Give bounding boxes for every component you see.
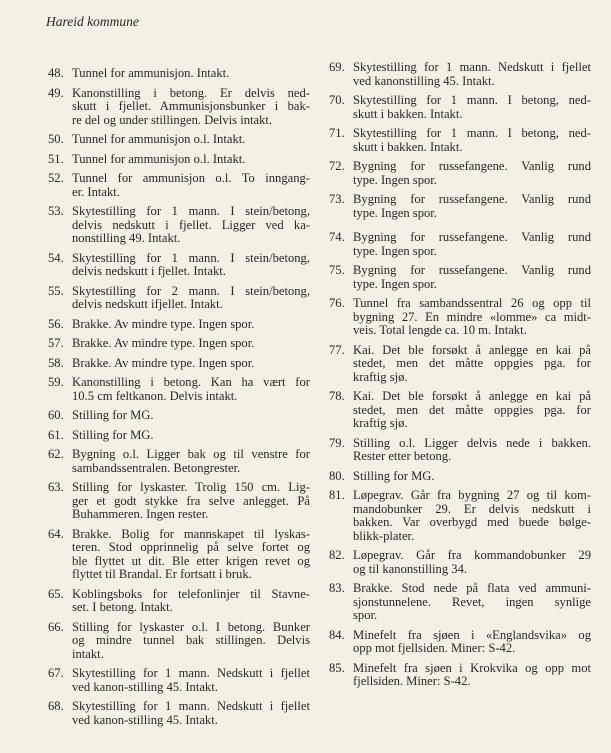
text-line: er. Intakt. (72, 184, 120, 199)
text-line: ved kanon-stilling 45. Intakt. (72, 679, 218, 694)
list-item (329, 390, 591, 431)
text-line: Stilling for MG. (72, 408, 154, 422)
text-line: set. I betong. Intakt. (72, 600, 173, 614)
text-line: re del og under stillingen. Delvis intakt. (72, 112, 273, 127)
text-line: skutt i bakken. Intakt. (353, 139, 463, 154)
text-line: bygning 27. En mindre «lomme» ca midt- (353, 309, 591, 324)
list-item (329, 94, 591, 121)
text-line: Brakke. Stod nede på flata ved ammuni- (353, 581, 591, 595)
item-text (353, 193, 591, 220)
text-line: Rester etter betong. (353, 449, 452, 463)
item-number: 78. (329, 389, 345, 403)
text-line: Kanonstilling i betong. Er delvis ned- (72, 85, 310, 100)
item-number: 75. (329, 263, 345, 277)
item-number: 76. (329, 296, 345, 310)
list-item (329, 662, 591, 689)
item-text (72, 172, 310, 199)
item-text (72, 667, 310, 694)
item-number: 49. (48, 85, 64, 100)
text-line: Bygning for russefangene. Vanlig rund (353, 230, 591, 244)
list-item (48, 448, 310, 475)
item-number: 81. (329, 488, 345, 502)
item-text (353, 629, 591, 656)
text-line: Brakke. Av mindre type. Ingen spor. (72, 336, 255, 350)
text-line: Stilling for MG. (72, 427, 154, 442)
text-line: Bygning for russefangene. Vanlig rund (353, 263, 591, 277)
text-line: Skytestilling for 1 mann. I stein/betong, (72, 250, 310, 265)
text-line: Tunnel fra sambandssentral 26 og opp til (353, 296, 591, 310)
text-line: Minefelt fra sjøen i «Englandsvika» og (353, 627, 591, 642)
text-line: Skytestilling for 1 mann. Nedskutt i fjellet (72, 699, 310, 713)
text-line: Skytestilling for 1 mann. I betong, ned- (353, 126, 591, 140)
item-text (353, 160, 591, 187)
item-number: 62. (48, 447, 64, 461)
item-number: 72. (329, 159, 345, 173)
item-number: 80. (329, 468, 345, 483)
text-line: kraftig sjø. (353, 369, 408, 384)
text-line: Kai. Det ble forsøkt å anlegge en kai på (353, 389, 591, 403)
text-line: Stilling for lyskaster. Trolig 150 cm. Lig- (72, 480, 310, 494)
item-text (353, 344, 591, 385)
text-line: ved kanonstilling 45. Intakt. (353, 73, 495, 88)
item-number: 52. (48, 171, 64, 185)
text-line: Stilling for lyskaster o.l. I betong. Bunker (72, 619, 310, 634)
item-text (72, 481, 310, 522)
text-line: ger et godt stykke fra selve anlegget. På (72, 493, 310, 508)
text-line: Brakke. Av mindre type. Ingen spor. (72, 316, 255, 331)
text-line: Stilling for MG. (353, 468, 435, 483)
text-line: Tunnel for ammunisjon. Intakt. (72, 66, 230, 80)
text-line: bakken. Var overbygd med buede bølge- (353, 515, 591, 529)
list-item (329, 160, 591, 187)
text-line: Bygning o.l. Ligger bak og til venstre for (72, 447, 310, 461)
item-number: 70. (329, 93, 345, 107)
list-item (48, 153, 310, 167)
list-item (48, 667, 310, 694)
text-line: Bygning for russefangene. Vanlig rund (353, 192, 591, 206)
list-item (48, 285, 310, 312)
text-line: kraftig sjø. (353, 416, 408, 430)
text-line: type. Ingen spor. (353, 205, 437, 220)
list-item (329, 231, 591, 258)
list-item (329, 629, 591, 656)
text-line: skutt i fjellet. Ammunisjonsbunker i bak- (72, 99, 310, 113)
list-item (48, 528, 310, 582)
list-item (48, 318, 310, 332)
text-line: delvis nedskutt i fjellet. Ligger ved ka- (72, 217, 310, 232)
item-text (353, 61, 591, 88)
item-number: 83. (329, 581, 345, 595)
list-item (329, 61, 591, 88)
list-item (48, 87, 310, 128)
item-number: 77. (329, 342, 345, 357)
list-item (329, 264, 591, 291)
list-item (329, 582, 591, 623)
text-line: type. Ingen spor. (353, 243, 437, 258)
text-line: Buhammeren. Ingen rester. (72, 507, 209, 521)
text-line: og til kanonstilling 34. (353, 561, 468, 576)
text-line: Koblingsboks for telefonlinjer til Stavne- (72, 586, 310, 601)
list-item (48, 429, 310, 443)
text-line: delvis nedskutt i fjellet. Intakt. (72, 264, 226, 278)
item-number: 57. (48, 336, 64, 350)
text-line: stedet, men det måtte oppgies pga. for (353, 356, 591, 370)
text-line: ble flyttet ut dit. Ble etter krigen revet og (72, 553, 310, 568)
item-number: 69. (329, 60, 345, 74)
item-text (72, 376, 310, 403)
item-text (72, 285, 310, 312)
item-text (72, 133, 310, 147)
text-line: opp mot fjellsiden. Miner: S-42. (353, 641, 516, 655)
list-item (48, 252, 310, 279)
item-text (72, 337, 310, 351)
left-column (48, 67, 310, 733)
item-number: 74. (329, 230, 345, 244)
list-item (48, 588, 310, 615)
item-number: 58. (48, 355, 64, 370)
list-item (48, 67, 310, 81)
text-line: intakt. (72, 646, 104, 661)
text-line: veis. Total lengde ca. 10 m. Intakt. (353, 323, 527, 337)
item-text (353, 437, 591, 464)
item-text (353, 94, 591, 121)
item-text (353, 231, 591, 258)
item-text (72, 621, 310, 662)
list-item (329, 344, 591, 385)
list-item (48, 337, 310, 351)
text-line: fjellsiden. Miner: S-42. (353, 674, 471, 688)
item-text (72, 252, 310, 279)
item-text (72, 448, 310, 475)
text-line: sambandssentralen. Betongrester. (72, 460, 241, 475)
item-text (72, 528, 310, 582)
item-text (353, 662, 591, 689)
item-text (72, 318, 310, 332)
item-number: 64. (48, 526, 64, 541)
text-line: sjonstunnelene. Revet, ingen synlige (353, 594, 591, 609)
list-item (48, 481, 310, 522)
text-line: Skytestilling for 1 mann. Nedskutt i fjellet (353, 60, 591, 74)
item-number: 50. (48, 132, 64, 146)
text-line: stedet, men det måtte oppgies pga. for (353, 402, 591, 417)
list-item (329, 549, 591, 576)
item-text (72, 429, 310, 443)
list-item (48, 205, 310, 246)
list-item (48, 357, 310, 371)
item-number: 65. (48, 586, 64, 601)
item-number: 53. (48, 204, 64, 218)
item-text (353, 297, 591, 338)
list-item (48, 409, 310, 423)
text-line: ved kanon-stilling 45. Intakt. (72, 712, 218, 727)
text-line: Minefelt fra sjøen i Krokvika og opp mot (353, 660, 591, 675)
text-line: blikk-plater. (353, 528, 415, 543)
item-number: 67. (48, 666, 64, 680)
text-line: skutt i bakken. Intakt. (353, 106, 463, 121)
item-text (72, 357, 310, 371)
item-number: 51. (48, 151, 64, 166)
text-line: flyttet til Brandal. Er fortsatt i bruk. (72, 567, 252, 581)
item-number: 68. (48, 699, 64, 713)
running-header: Hareid kommune (46, 14, 139, 29)
list-item (329, 127, 591, 154)
item-text (72, 588, 310, 615)
item-number: 63. (48, 480, 64, 494)
item-number: 60. (48, 408, 64, 422)
text-line: Løpegrav. Går fra bygning 27 og til kom- (353, 488, 591, 502)
list-item (329, 297, 591, 338)
item-number: 48. (48, 66, 64, 80)
item-text (72, 153, 310, 167)
right-column (329, 61, 591, 695)
item-number: 79. (329, 435, 345, 450)
text-line: Kanonstilling i betong. Kan ha vært for (72, 375, 310, 389)
text-line: Tunnel for ammunisjon o.l. Intakt. (72, 132, 246, 146)
item-text (353, 470, 591, 484)
text-line: og mindre tunnel bak stillingen. Delvis (72, 633, 310, 647)
item-number: 59. (48, 375, 64, 389)
text-line: mandobunker 29. Er delvis nedskutt i (353, 501, 591, 516)
item-text (353, 549, 591, 576)
text-line: 10.5 cm feltkanon. Delvis intakt. (72, 388, 238, 403)
item-number: 66. (48, 619, 64, 634)
text-line: Stilling o.l. Ligger delvis nede i bakken. (353, 435, 591, 450)
item-text (353, 489, 591, 543)
text-line: Tunnel for ammunisjon o.l. To inngang- (72, 171, 310, 185)
text-line: type. Ingen spor. (353, 276, 437, 291)
text-line: spor. (353, 608, 378, 622)
item-text (353, 390, 591, 431)
list-item (48, 172, 310, 199)
item-number: 56. (48, 316, 64, 331)
text-line: Skytestilling for 1 mann. I stein/betong, (72, 204, 310, 218)
text-line: Brakke. Bolig for mannskapet til lyskas- (72, 526, 310, 541)
list-item (329, 489, 591, 543)
item-number: 85. (329, 660, 345, 675)
list-item (48, 376, 310, 403)
text-line: Kai. Det ble forsøkt å anlegge en kai på (353, 342, 591, 357)
text-line: Skytestilling for 2 mann. I stein/betong, (72, 283, 310, 298)
item-text (72, 700, 310, 727)
item-number: 73. (329, 192, 345, 206)
item-text (353, 264, 591, 291)
text-line: Løpegrav. Går fra kommandobunker 29 (353, 548, 591, 562)
item-number: 61. (48, 427, 64, 442)
item-text (353, 127, 591, 154)
item-number: 54. (48, 250, 64, 265)
item-number: 55. (48, 283, 64, 298)
item-number: 71. (329, 126, 345, 140)
list-item (48, 133, 310, 147)
item-text (72, 205, 310, 246)
text-line: Bygning for russefangene. Vanlig rund (353, 159, 591, 173)
list-item (48, 700, 310, 727)
text-line: Brakke. Av mindre type. Ingen spor. (72, 355, 255, 370)
item-text (72, 67, 310, 81)
item-number: 82. (329, 548, 345, 562)
text-line: Tunnel for ammunisjon o.l. Intakt. (72, 151, 246, 166)
item-text (353, 582, 591, 623)
text-line: teren. Stod opprinnelig på selve fortet og (72, 540, 310, 554)
item-number: 84. (329, 627, 345, 642)
text-line: delvis nedskutt ifjellet. Intakt. (72, 297, 223, 311)
list-item (329, 437, 591, 464)
text-line: nonstilling 49. Intakt. (72, 231, 181, 245)
list-item (329, 193, 591, 220)
item-text (72, 87, 310, 128)
text-line: Skytestilling for 1 mann. Nedskutt i fjellet (72, 666, 310, 680)
text-line: type. Ingen spor. (353, 172, 437, 187)
text-line: Skytestilling for 1 mann. I betong, ned- (353, 93, 591, 107)
list-item (329, 470, 591, 484)
list-item (48, 621, 310, 662)
item-text (72, 409, 310, 423)
